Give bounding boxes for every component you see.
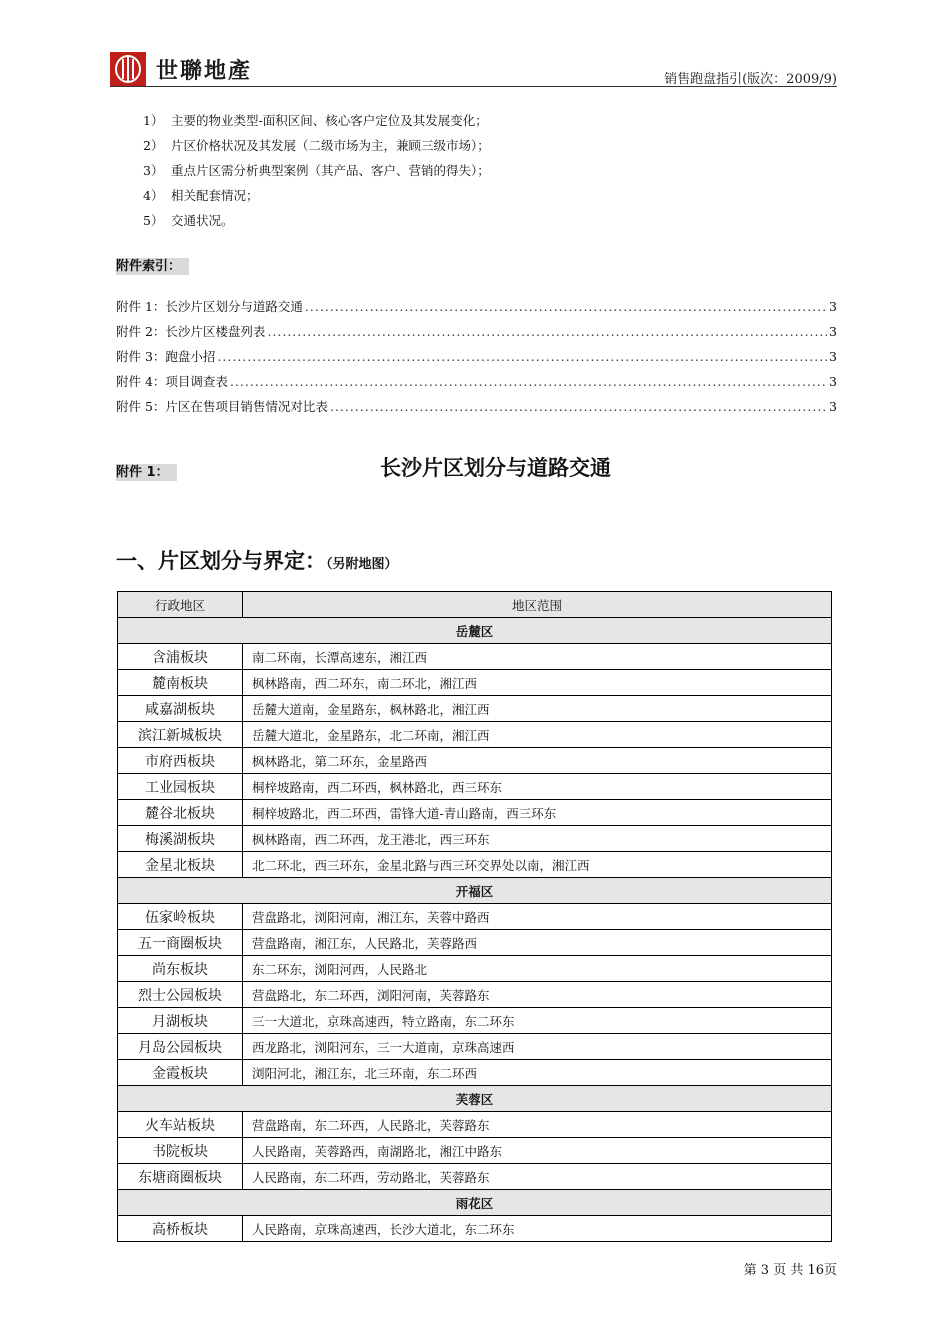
table-row (118, 852, 832, 878)
district-group-name: 芙蓉区 (118, 1086, 832, 1112)
table-row (118, 644, 832, 670)
block-range-cell: 西龙路北，浏阳河东，三一大道南，京珠高速西 (243, 1034, 832, 1060)
list-item: 4） 相关配套情况； (143, 188, 259, 203)
block-range-cell: 浏阳河北，湘江东，北三环南，东二环西 (243, 1060, 832, 1086)
block-name-cell: 东塘商圈板块 (118, 1164, 243, 1190)
page-header (110, 48, 837, 88)
district-group-row (118, 618, 832, 644)
table-row (118, 1138, 832, 1164)
block-name-cell: 滨江新城板块 (118, 722, 243, 748)
index-heading: 附件索引： (116, 255, 189, 274)
toc-entry[interactable]: 附件 3：跑盘小招 ..... 3 (116, 344, 837, 369)
table-row (118, 956, 832, 982)
block-range-cell: 人民路南，京珠高速西，长沙大道北，东二环东 (243, 1216, 832, 1242)
table-row (118, 904, 832, 930)
table-row (118, 1008, 832, 1034)
block-range-cell: 人民路南，芙蓉路西，南湖路北，湘江中路东 (243, 1138, 832, 1164)
block-range-cell: 营盘路南，东二环西，人民路北，芙蓉路东 (243, 1112, 832, 1138)
document-title: 销售跑盘指引(版次：2009/9) (664, 72, 837, 87)
block-name-cell: 含浦板块 (118, 644, 243, 670)
district-group-name: 岳麓区 (118, 618, 832, 644)
block-range-cell: 营盘路北，浏阳河南，湘江东，芙蓉中路西 (243, 904, 832, 930)
table-row (118, 1216, 832, 1242)
table-header-row (118, 592, 832, 618)
block-range-cell: 营盘路北，东二环西，浏阳河南，芙蓉路东 (243, 982, 832, 1008)
table-row (118, 670, 832, 696)
block-name-cell: 梅溪湖板块 (118, 826, 243, 852)
district-group-name: 开福区 (118, 878, 832, 904)
list-item: 5） 交通状况。 (143, 213, 234, 228)
block-name-cell: 尚东板块 (118, 956, 243, 982)
list-item: 2） 片区价格状况及其发展（二级市场为主，兼顾三级市场）； (143, 138, 490, 153)
attachment-tag: 附件 1： (116, 461, 177, 480)
table-row (118, 722, 832, 748)
table-row (118, 1112, 832, 1138)
table-row (118, 1034, 832, 1060)
block-range-cell: 北二环北，西三环东，金星北路与西三环交界处以南，湘江西 (243, 852, 832, 878)
numbered-list (143, 108, 490, 233)
toc-entry[interactable]: 附件 1：长沙片区划分与道路交通 ..... 3 (116, 294, 837, 319)
block-name-cell: 麓南板块 (118, 670, 243, 696)
block-range-cell: 桐梓坡路北，西二环西，雷锋大道-青山路南，西三环东 (243, 800, 832, 826)
district-group-row (118, 878, 832, 904)
block-name-cell: 月湖板块 (118, 1008, 243, 1034)
block-name-cell: 市府西板块 (118, 748, 243, 774)
block-range-cell: 枫林路南，西二环西，龙王港北，西三环东 (243, 826, 832, 852)
block-range-cell: 南二环南，长潭高速东，湘江西 (243, 644, 832, 670)
block-name-cell: 咸嘉湖板块 (118, 696, 243, 722)
district-group-name: 雨花区 (118, 1190, 832, 1216)
block-range-cell: 人民路南，东二环西，劳动路北，芙蓉路东 (243, 1164, 832, 1190)
toc-entry[interactable]: 附件 5：片区在售项目销售情况对比表 ..... 3 (116, 394, 837, 419)
section-note: （另附地图） (326, 557, 398, 572)
logo-mark-icon (110, 52, 146, 86)
district-table (117, 591, 832, 1242)
table-row (118, 930, 832, 956)
block-name-cell: 书院板块 (118, 1138, 243, 1164)
table-row (118, 1164, 832, 1190)
list-item: 1） 主要的物业类型-面积区间、核心客户定位及其发展变化； (143, 113, 488, 128)
toc-entry[interactable]: 附件 4：项目调查表 ..... 3 (116, 369, 837, 394)
company-logo (110, 52, 146, 86)
district-group-row (118, 1190, 832, 1216)
block-name-cell: 五一商圈板块 (118, 930, 243, 956)
block-range-cell: 枫林路北，第二环东，金星路西 (243, 748, 832, 774)
block-range-cell: 枫林路南，西二环东，南二环北，湘江西 (243, 670, 832, 696)
block-name-cell: 金霞板块 (118, 1060, 243, 1086)
block-range-cell: 桐梓坡路南，西二环西，枫林路北，西三环东 (243, 774, 832, 800)
header-divider (110, 86, 837, 87)
section-heading: 一、片区划分与界定：（另附地图） (116, 549, 398, 573)
district-group-row (118, 1086, 832, 1112)
block-range-cell: 岳麓大道南，金星路东，枫林路北，湘江西 (243, 696, 832, 722)
table-row (118, 800, 832, 826)
block-name-cell: 烈士公园板块 (118, 982, 243, 1008)
brand-name: 世聯地產 (156, 59, 253, 84)
block-name-cell: 伍家岭板块 (118, 904, 243, 930)
block-name-cell: 月岛公园板块 (118, 1034, 243, 1060)
table-row (118, 748, 832, 774)
table-row (118, 982, 832, 1008)
block-name-cell: 麓谷北板块 (118, 800, 243, 826)
page-number: 第 3 页 共 16页 (743, 1263, 837, 1278)
block-name-cell: 金星北板块 (118, 852, 243, 878)
table-row (118, 696, 832, 722)
attachment-title: 长沙片区划分与道路交通 (380, 456, 611, 480)
block-range-cell: 岳麓大道北，金星路东，北二环南，湘江西 (243, 722, 832, 748)
attachment-index (116, 294, 837, 419)
block-range-cell: 三一大道北，京珠高速西，特立路南，东二环东 (243, 1008, 832, 1034)
table-row (118, 826, 832, 852)
block-name-cell: 工业园板块 (118, 774, 243, 800)
column-header-range: 地区范围 (243, 592, 832, 618)
block-range-cell: 营盘路南，湘江东，人民路北，芙蓉路西 (243, 930, 832, 956)
table-row (118, 774, 832, 800)
list-item: 3） 重点片区需分析典型案例（其产品、客户、营销的得失）； (143, 163, 490, 178)
block-range-cell: 东二环东，浏阳河西，人民路北 (243, 956, 832, 982)
block-name-cell: 火车站板块 (118, 1112, 243, 1138)
column-header-district: 行政地区 (118, 592, 243, 618)
block-name-cell: 高桥板块 (118, 1216, 243, 1242)
table-row (118, 1060, 832, 1086)
toc-entry[interactable]: 附件 2：长沙片区楼盘列表 ..... 3 (116, 319, 837, 344)
